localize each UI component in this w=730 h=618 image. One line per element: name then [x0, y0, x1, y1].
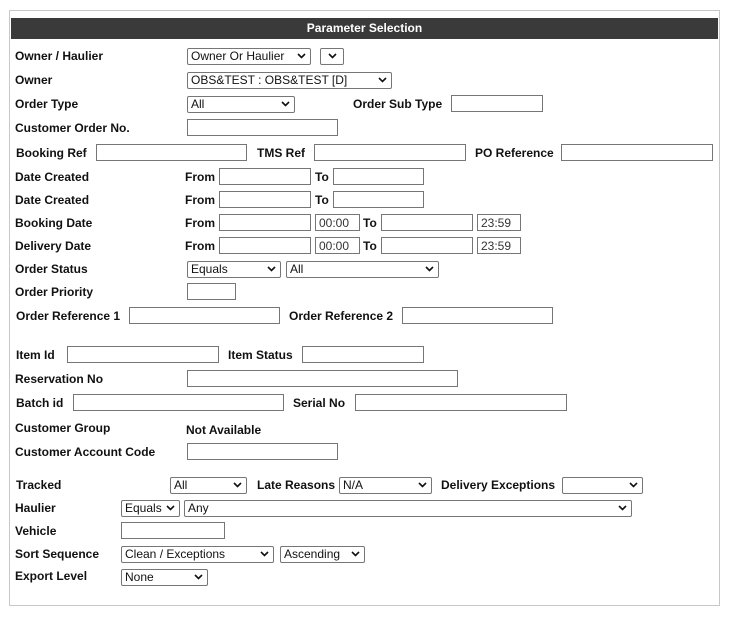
owner-haulier-label: Owner / Haulier	[15, 49, 104, 63]
order-status-select[interactable]	[286, 261, 439, 278]
chevron-down-icon	[260, 551, 269, 557]
select-value: None	[125, 570, 154, 584]
from-label: From	[185, 239, 215, 253]
sort-sequence-label: Sort Sequence	[15, 547, 100, 561]
date-created-2-from-input[interactable]	[219, 191, 311, 208]
order-reference-2-input[interactable]	[402, 307, 553, 324]
select-value: OBS&TEST : OBS&TEST [D]	[191, 73, 348, 87]
vehicle-input[interactable]	[121, 522, 225, 539]
owner-label: Owner	[15, 73, 53, 87]
date-created-2-to-input[interactable]	[333, 191, 424, 208]
po-reference-input[interactable]	[561, 144, 713, 161]
serial-no-label: Serial No	[293, 396, 346, 410]
booking-ref-input[interactable]	[96, 144, 247, 161]
export-level-select[interactable]	[121, 569, 208, 586]
vehicle-label: Vehicle	[15, 524, 57, 538]
chevron-down-icon	[267, 266, 276, 272]
delivery-exceptions-select[interactable]	[562, 477, 643, 494]
item-status-label: Item Status	[228, 348, 293, 362]
item-id-label: Item Id	[16, 348, 55, 362]
chevron-down-icon	[351, 551, 360, 557]
select-value: All	[191, 97, 205, 111]
select-value: Owner Or Haulier	[191, 49, 285, 63]
tms-ref-label: TMS Ref	[257, 146, 305, 160]
select-value: N/A	[343, 478, 364, 492]
chevron-down-icon	[418, 482, 427, 488]
customer-account-code-input[interactable]	[187, 443, 338, 460]
customer-group-label: Customer Group	[15, 421, 111, 435]
chevron-down-icon	[629, 482, 638, 488]
chevron-down-icon	[378, 77, 387, 83]
to-label: To	[315, 193, 329, 207]
chevron-down-icon	[281, 101, 290, 107]
order-sub-type-label: Order Sub Type	[353, 97, 443, 111]
haulier-label: Haulier	[15, 501, 56, 515]
delivery-date-from-input[interactable]	[219, 237, 311, 254]
delivery-time-from-input[interactable]	[315, 237, 360, 254]
chevron-down-icon	[194, 574, 203, 580]
chevron-down-icon	[297, 53, 306, 59]
owner-select[interactable]	[187, 72, 392, 89]
chevron-down-icon	[233, 482, 242, 488]
to-label: To	[363, 239, 377, 253]
tms-ref-input[interactable]	[314, 144, 466, 161]
delivery-time-to-input[interactable]	[477, 237, 521, 254]
owner-haulier-select[interactable]	[187, 48, 311, 65]
sort-order-select[interactable]	[280, 546, 365, 563]
item-status-input[interactable]	[302, 346, 424, 363]
tracked-select[interactable]	[170, 477, 247, 494]
order-type-label: Order Type	[15, 97, 79, 111]
date-created-label: Date Created	[15, 193, 90, 207]
order-priority-label: Order Priority	[15, 285, 94, 299]
sort-sequence-select[interactable]	[121, 546, 274, 563]
haulier-operator-select[interactable]	[121, 500, 180, 517]
customer-group-value: Not Available	[186, 423, 262, 437]
to-label: To	[363, 216, 377, 230]
order-reference-2-label: Order Reference 2	[289, 309, 394, 323]
delivery-date-to-input[interactable]	[381, 237, 473, 254]
chevron-down-icon	[618, 505, 627, 511]
order-priority-input[interactable]	[187, 283, 236, 300]
booking-ref-label: Booking Ref	[16, 146, 87, 160]
haulier-select[interactable]	[184, 500, 632, 517]
chevron-down-icon	[425, 266, 434, 272]
select-value: Any	[188, 501, 209, 515]
order-type-select[interactable]	[187, 96, 295, 113]
chevron-down-icon	[328, 53, 337, 59]
order-status-operator-select[interactable]	[187, 261, 281, 278]
delivery-exceptions-label: Delivery Exceptions	[441, 478, 556, 492]
serial-no-input[interactable]	[355, 394, 567, 411]
date-created-from-input[interactable]	[219, 168, 311, 185]
reservation-no-input[interactable]	[187, 370, 458, 387]
order-reference-1-label: Order Reference 1	[16, 309, 121, 323]
booking-time-to-input[interactable]	[477, 214, 521, 231]
date-created-label: Date Created	[15, 170, 90, 184]
from-label: From	[185, 193, 215, 207]
from-label: From	[185, 170, 215, 184]
reservation-no-label: Reservation No	[15, 372, 104, 386]
late-reasons-select[interactable]	[339, 477, 432, 494]
booking-date-from-input[interactable]	[219, 214, 311, 231]
panel-title: Parameter Selection	[11, 18, 718, 39]
date-created-to-input[interactable]	[333, 168, 424, 185]
booking-date-to-input[interactable]	[381, 214, 473, 231]
chevron-down-icon	[166, 505, 175, 511]
booking-time-from-input[interactable]	[315, 214, 360, 231]
delivery-date-label: Delivery Date	[15, 239, 92, 253]
select-value: Equals	[191, 262, 228, 276]
late-reasons-label: Late Reasons	[257, 478, 336, 492]
order-status-label: Order Status	[15, 262, 88, 276]
select-value: Clean / Exceptions	[125, 547, 226, 561]
select-value: All	[290, 262, 304, 276]
tracked-label: Tracked	[16, 478, 62, 492]
from-label: From	[185, 216, 215, 230]
customer-order-no-input[interactable]	[187, 119, 338, 136]
booking-date-label: Booking Date	[15, 216, 93, 230]
select-value: All	[174, 478, 188, 492]
po-reference-label: PO Reference	[475, 146, 554, 160]
to-label: To	[315, 170, 329, 184]
export-level-label: Export Level	[15, 569, 88, 583]
select-value: Ascending	[284, 547, 341, 561]
select-value: Equals	[125, 501, 162, 515]
item-id-input[interactable]	[67, 346, 219, 363]
customer-account-code-label: Customer Account Code	[15, 445, 156, 459]
customer-order-no-label: Customer Order No.	[15, 121, 130, 135]
order-sub-type-input[interactable]	[451, 95, 543, 112]
order-reference-1-input[interactable]	[129, 307, 280, 324]
batch-id-input[interactable]	[73, 394, 284, 411]
batch-id-label: Batch id	[16, 396, 64, 410]
owner-haulier-secondary-select[interactable]	[320, 48, 344, 65]
